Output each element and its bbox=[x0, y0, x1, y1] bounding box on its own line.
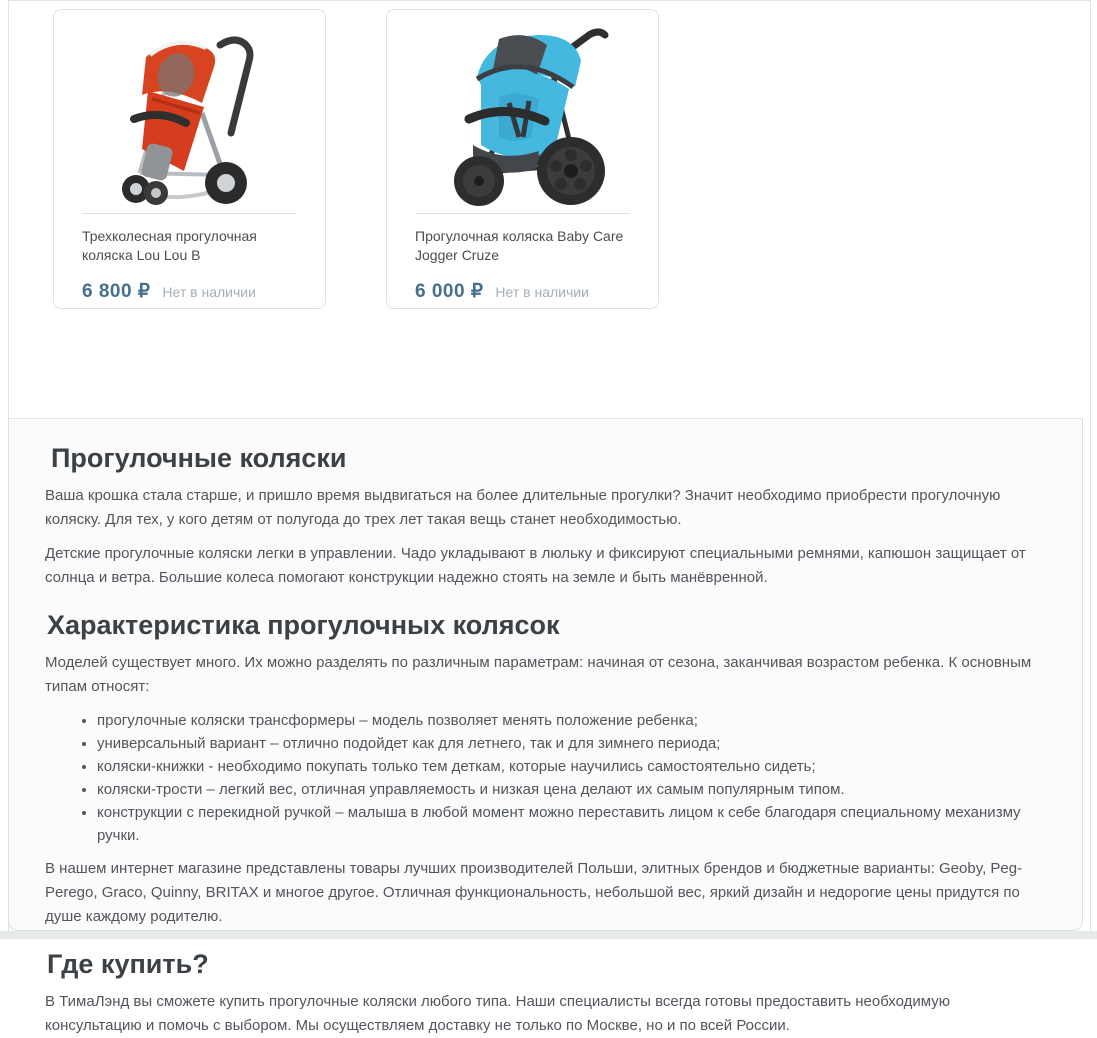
list-item: • коляски-книжки - необходимо покупать только тем деткам, которые научились самостоятельно сидеть; bbox=[97, 755, 1044, 778]
availability-status: Нет в наличии bbox=[162, 284, 256, 300]
product-price: 6 800 ₽ bbox=[82, 281, 151, 302]
red-stroller-image bbox=[104, 23, 276, 211]
product-photo-red-stroller[interactable] bbox=[82, 10, 297, 214]
list-item: • прогулочные коляски трансформеры – модель позволяет менять положение ребенка; bbox=[97, 709, 1044, 732]
description-paragraph: Детские прогулочные коляски легки в управлении. Чадо укладывают в люльку и фиксируют специальными ремнями, капюшон защищает от солнца и ветра. Большие колеса помогают конструкции надежно стоять на земле и быть манёвренной. bbox=[45, 545, 1026, 586]
product-card-jogger-cruze[interactable] bbox=[386, 9, 659, 309]
product-grid bbox=[9, 1, 1090, 309]
availability-status: Нет в наличии bbox=[495, 284, 589, 300]
product-title-link[interactable]: Прогулочная коляска Baby Care Jogger Cruze bbox=[415, 228, 624, 263]
product-title-link[interactable]: Трехколесная прогулочная коляска Lou Lou B bbox=[82, 228, 257, 263]
category-title: Прогулочные коляски bbox=[51, 443, 347, 473]
list-item: • конструкции с перекидной ручкой – малыша в любой момент можно переставить лицом к себе благодаря специальному механизму ручки. bbox=[97, 801, 1044, 847]
price-row bbox=[82, 280, 297, 303]
description-paragraph: В ТимаЛэнд вы сможете купить прогулочные коляски любого типа. Наши специалисты всегда готовы предоставить необходимую консультацию и помочь с выбором. Мы осуществляем доставку не только по Москве, но и по всей России. bbox=[45, 993, 951, 1034]
product-card-lou-lou-b[interactable] bbox=[53, 9, 326, 309]
description-paragraph: Ваша крошка стала старше, и пришло время выдвигаться на более длительные прогулки? Значит необходимо приобрести прогулочную коляску. Для тех, у кого детям от полугода до трех лет такая вещь станет необходимостью. bbox=[45, 487, 1001, 528]
list-item: • коляски-трости – легкий вес, отличная управляемость и низкая цена делают их самым популярным типом. bbox=[97, 778, 1044, 801]
blue-stroller-image bbox=[433, 23, 613, 211]
description-paragraph: В нашем интернет магазине представлены товары лучших производителей Польши, элитных брендов и бюджетные варианты: Geoby, Peg-Perego, Graco, Quinny, BRITAX и многое другое. Отличная функциональность, небольшой вес, яркий дизайн и недорогие цены придутся по душе каждому родителю. bbox=[45, 860, 1023, 925]
product-photo-blue-stroller[interactable] bbox=[415, 10, 630, 214]
characteristics-heading: Характеристика прогулочных колясок bbox=[47, 610, 560, 640]
list-item: • универсальный вариант – отлично подойдет как для летнего, так и для зимнего периода; bbox=[97, 732, 1044, 755]
category-description-block bbox=[8, 418, 1083, 1034]
where-to-buy-heading: Где купить? bbox=[47, 949, 209, 979]
description-paragraph: Моделей существует много. Их можно разделять по различным параметрам: начиная от сезона, заканчивая возрастом ребенка. К основным типам относят: bbox=[45, 654, 1032, 695]
product-price: 6 000 ₽ bbox=[415, 281, 484, 302]
stroller-types-list bbox=[45, 709, 1044, 847]
price-row bbox=[415, 280, 630, 303]
page-container bbox=[8, 0, 1091, 1034]
page-bottom-band bbox=[0, 931, 1097, 939]
